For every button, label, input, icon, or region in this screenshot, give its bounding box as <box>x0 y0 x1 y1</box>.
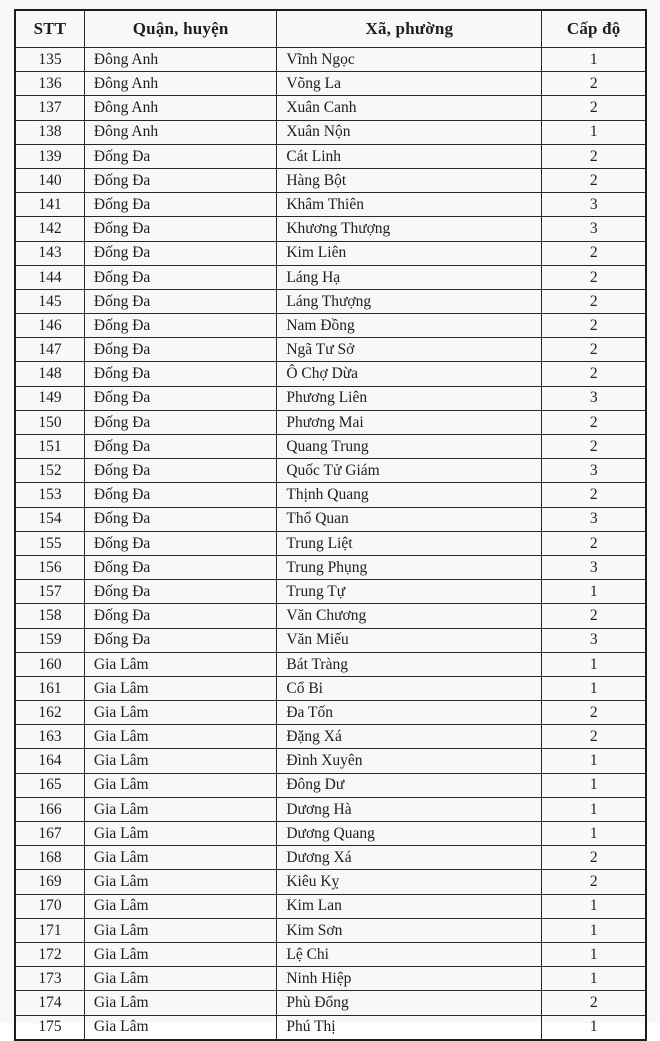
district-cell: Đống Đa <box>84 410 276 434</box>
table-row <box>15 701 646 725</box>
district-cell: Gia Lâm <box>84 701 276 725</box>
ward-cell: Quốc Tử Giám <box>277 459 542 483</box>
table-row <box>15 604 646 628</box>
ward-cell: Ngã Tư Sở <box>277 338 542 362</box>
district-cell: Đống Đa <box>84 483 276 507</box>
level-cell: 2 <box>542 991 646 1015</box>
stt-cell: 138 <box>15 120 84 144</box>
district-cell: Đống Đa <box>84 265 276 289</box>
ward-cell: Trung Tự <box>277 580 542 604</box>
stt-cell: 146 <box>15 314 84 338</box>
district-cell: Đống Đa <box>84 241 276 265</box>
table-row <box>15 217 646 241</box>
stt-cell: 150 <box>15 410 84 434</box>
table-row <box>15 48 646 72</box>
ward-cell: Dương Xá <box>277 846 542 870</box>
stt-cell: 140 <box>15 168 84 192</box>
table-row <box>15 531 646 555</box>
level-cell: 1 <box>542 773 646 797</box>
district-cell: Đống Đa <box>84 604 276 628</box>
table-header <box>15 10 646 48</box>
stt-cell: 142 <box>15 217 84 241</box>
level-cell: 2 <box>542 241 646 265</box>
stt-cell: 167 <box>15 822 84 846</box>
ward-cell: Vĩnh Ngọc <box>277 48 542 72</box>
table-row <box>15 193 646 217</box>
ward-level-table <box>14 9 647 1041</box>
ward-cell: Phú Thị <box>277 1015 542 1040</box>
table-row <box>15 144 646 168</box>
table-row <box>15 918 646 942</box>
table-row <box>15 386 646 410</box>
level-cell: 2 <box>542 604 646 628</box>
stt-cell: 171 <box>15 918 84 942</box>
district-cell: Đống Đa <box>84 628 276 652</box>
level-cell: 1 <box>542 676 646 700</box>
stt-cell: 148 <box>15 362 84 386</box>
level-cell: 3 <box>542 193 646 217</box>
district-cell: Gia Lâm <box>84 676 276 700</box>
column-header-district: Quận, huyện <box>84 10 276 48</box>
ward-cell: Văn Miếu <box>277 628 542 652</box>
table-row <box>15 942 646 966</box>
ward-cell: Kim Sơn <box>277 918 542 942</box>
table-row <box>15 435 646 459</box>
level-cell: 1 <box>542 749 646 773</box>
table-row <box>15 72 646 96</box>
level-cell: 1 <box>542 580 646 604</box>
table-row <box>15 507 646 531</box>
stt-cell: 139 <box>15 144 84 168</box>
ward-cell: Bát Tràng <box>277 652 542 676</box>
district-cell: Đống Đa <box>84 193 276 217</box>
level-cell: 1 <box>542 1015 646 1040</box>
table-row <box>15 410 646 434</box>
district-cell: Đống Đa <box>84 144 276 168</box>
ward-cell: Hàng Bột <box>277 168 542 192</box>
table-row <box>15 338 646 362</box>
district-cell: Đống Đa <box>84 362 276 386</box>
ward-cell: Phù Đổng <box>277 991 542 1015</box>
district-cell: Gia Lâm <box>84 918 276 942</box>
stt-cell: 144 <box>15 265 84 289</box>
stt-cell: 155 <box>15 531 84 555</box>
ward-cell: Xuân Nộn <box>277 120 542 144</box>
stt-cell: 169 <box>15 870 84 894</box>
table-row <box>15 241 646 265</box>
stt-cell: 157 <box>15 580 84 604</box>
stt-cell: 165 <box>15 773 84 797</box>
district-cell: Đông Anh <box>84 120 276 144</box>
stt-cell: 135 <box>15 48 84 72</box>
district-cell: Đống Đa <box>84 217 276 241</box>
district-cell: Đống Đa <box>84 580 276 604</box>
table-row <box>15 846 646 870</box>
district-cell: Đống Đa <box>84 289 276 313</box>
level-cell: 2 <box>542 410 646 434</box>
level-cell: 1 <box>542 652 646 676</box>
stt-cell: 172 <box>15 942 84 966</box>
header-row <box>15 10 646 48</box>
stt-cell: 136 <box>15 72 84 96</box>
ward-cell: Cát Linh <box>277 144 542 168</box>
ward-cell: Văn Chương <box>277 604 542 628</box>
stt-cell: 175 <box>15 1015 84 1040</box>
level-cell: 1 <box>542 48 646 72</box>
table-row <box>15 580 646 604</box>
table-row <box>15 289 646 313</box>
ward-cell: Ô Chợ Dừa <box>277 362 542 386</box>
stt-cell: 141 <box>15 193 84 217</box>
stt-cell: 163 <box>15 725 84 749</box>
level-cell: 2 <box>542 725 646 749</box>
district-cell: Gia Lâm <box>84 797 276 821</box>
stt-cell: 152 <box>15 459 84 483</box>
level-cell: 2 <box>542 483 646 507</box>
stt-cell: 164 <box>15 749 84 773</box>
ward-cell: Cổ Bi <box>277 676 542 700</box>
level-cell: 3 <box>542 555 646 579</box>
level-cell: 1 <box>542 967 646 991</box>
stt-cell: 170 <box>15 894 84 918</box>
level-cell: 1 <box>542 942 646 966</box>
district-cell: Đống Đa <box>84 555 276 579</box>
ward-cell: Láng Thượng <box>277 289 542 313</box>
level-cell: 2 <box>542 96 646 120</box>
district-cell: Gia Lâm <box>84 1015 276 1040</box>
level-cell: 3 <box>542 628 646 652</box>
level-cell: 2 <box>542 314 646 338</box>
stt-cell: 154 <box>15 507 84 531</box>
ward-cell: Dương Hà <box>277 797 542 821</box>
table-row <box>15 749 646 773</box>
ward-cell: Xuân Canh <box>277 96 542 120</box>
ward-cell: Dương Quang <box>277 822 542 846</box>
level-cell: 3 <box>542 386 646 410</box>
stt-cell: 151 <box>15 435 84 459</box>
stt-cell: 158 <box>15 604 84 628</box>
stt-cell: 173 <box>15 967 84 991</box>
table-row <box>15 459 646 483</box>
table-row <box>15 652 646 676</box>
district-cell: Đống Đa <box>84 459 276 483</box>
column-header-stt: STT <box>15 10 84 48</box>
ward-cell: Phương Liên <box>277 386 542 410</box>
level-cell: 2 <box>542 435 646 459</box>
district-cell: Đống Đa <box>84 531 276 555</box>
district-cell: Gia Lâm <box>84 725 276 749</box>
level-cell: 2 <box>542 168 646 192</box>
table-body <box>15 48 646 1040</box>
district-cell: Gia Lâm <box>84 870 276 894</box>
level-cell: 1 <box>542 822 646 846</box>
district-cell: Đống Đa <box>84 338 276 362</box>
table-row <box>15 894 646 918</box>
district-cell: Đống Đa <box>84 168 276 192</box>
ward-cell: Trung Liệt <box>277 531 542 555</box>
table-row <box>15 362 646 386</box>
level-cell: 2 <box>542 265 646 289</box>
ward-cell: Ninh Hiệp <box>277 967 542 991</box>
table-row <box>15 483 646 507</box>
stt-cell: 145 <box>15 289 84 313</box>
table-row <box>15 967 646 991</box>
ward-cell: Kim Lan <box>277 894 542 918</box>
ward-cell: Quang Trung <box>277 435 542 459</box>
stt-cell: 149 <box>15 386 84 410</box>
stt-cell: 160 <box>15 652 84 676</box>
table-row <box>15 628 646 652</box>
district-cell: Đống Đa <box>84 435 276 459</box>
level-cell: 2 <box>542 72 646 96</box>
table-row <box>15 870 646 894</box>
table-row <box>15 773 646 797</box>
ward-cell: Đa Tốn <box>277 701 542 725</box>
stt-cell: 156 <box>15 555 84 579</box>
ward-cell: Láng Hạ <box>277 265 542 289</box>
district-cell: Đông Anh <box>84 48 276 72</box>
stt-cell: 161 <box>15 676 84 700</box>
district-cell: Gia Lâm <box>84 991 276 1015</box>
level-cell: 3 <box>542 459 646 483</box>
stt-cell: 162 <box>15 701 84 725</box>
district-cell: Gia Lâm <box>84 749 276 773</box>
level-cell: 2 <box>542 531 646 555</box>
ward-cell: Khương Thượng <box>277 217 542 241</box>
district-cell: Đống Đa <box>84 386 276 410</box>
ward-cell: Kim Liên <box>277 241 542 265</box>
level-cell: 2 <box>542 701 646 725</box>
table-row <box>15 676 646 700</box>
stt-cell: 166 <box>15 797 84 821</box>
level-cell: 2 <box>542 289 646 313</box>
ward-cell: Trung Phụng <box>277 555 542 579</box>
table-row <box>15 822 646 846</box>
stt-cell: 153 <box>15 483 84 507</box>
ward-cell: Võng La <box>277 72 542 96</box>
table-row <box>15 265 646 289</box>
ward-cell: Đình Xuyên <box>277 749 542 773</box>
ward-cell: Nam Đồng <box>277 314 542 338</box>
table-row <box>15 314 646 338</box>
level-cell: 2 <box>542 870 646 894</box>
level-cell: 2 <box>542 144 646 168</box>
ward-cell: Khâm Thiên <box>277 193 542 217</box>
ward-cell: Thổ Quan <box>277 507 542 531</box>
ward-cell: Kiêu Kỵ <box>277 870 542 894</box>
level-cell: 3 <box>542 217 646 241</box>
table-row <box>15 1015 646 1040</box>
district-cell: Gia Lâm <box>84 773 276 797</box>
level-cell: 1 <box>542 797 646 821</box>
district-cell: Gia Lâm <box>84 846 276 870</box>
ward-cell: Lệ Chi <box>277 942 542 966</box>
level-cell: 2 <box>542 362 646 386</box>
stt-cell: 168 <box>15 846 84 870</box>
column-header-ward: Xã, phường <box>277 10 542 48</box>
district-cell: Gia Lâm <box>84 942 276 966</box>
district-cell: Gia Lâm <box>84 894 276 918</box>
district-cell: Đống Đa <box>84 507 276 531</box>
ward-cell: Phương Mai <box>277 410 542 434</box>
stt-cell: 159 <box>15 628 84 652</box>
ward-cell: Đặng Xá <box>277 725 542 749</box>
ward-cell: Thịnh Quang <box>277 483 542 507</box>
table-row <box>15 555 646 579</box>
level-cell: 3 <box>542 507 646 531</box>
level-cell: 1 <box>542 918 646 942</box>
stt-cell: 174 <box>15 991 84 1015</box>
level-cell: 2 <box>542 338 646 362</box>
stt-cell: 147 <box>15 338 84 362</box>
table-row <box>15 120 646 144</box>
level-cell: 1 <box>542 894 646 918</box>
table-row <box>15 991 646 1015</box>
district-cell: Đông Anh <box>84 72 276 96</box>
district-cell: Gia Lâm <box>84 967 276 991</box>
district-cell: Đống Đa <box>84 314 276 338</box>
table-row <box>15 797 646 821</box>
column-header-level: Cấp độ <box>542 10 646 48</box>
district-cell: Đông Anh <box>84 96 276 120</box>
level-cell: 2 <box>542 846 646 870</box>
table-row <box>15 168 646 192</box>
stt-cell: 143 <box>15 241 84 265</box>
ward-cell: Đông Dư <box>277 773 542 797</box>
district-cell: Gia Lâm <box>84 652 276 676</box>
table-row <box>15 96 646 120</box>
stt-cell: 137 <box>15 96 84 120</box>
level-cell: 1 <box>542 120 646 144</box>
table-row <box>15 725 646 749</box>
district-cell: Gia Lâm <box>84 822 276 846</box>
